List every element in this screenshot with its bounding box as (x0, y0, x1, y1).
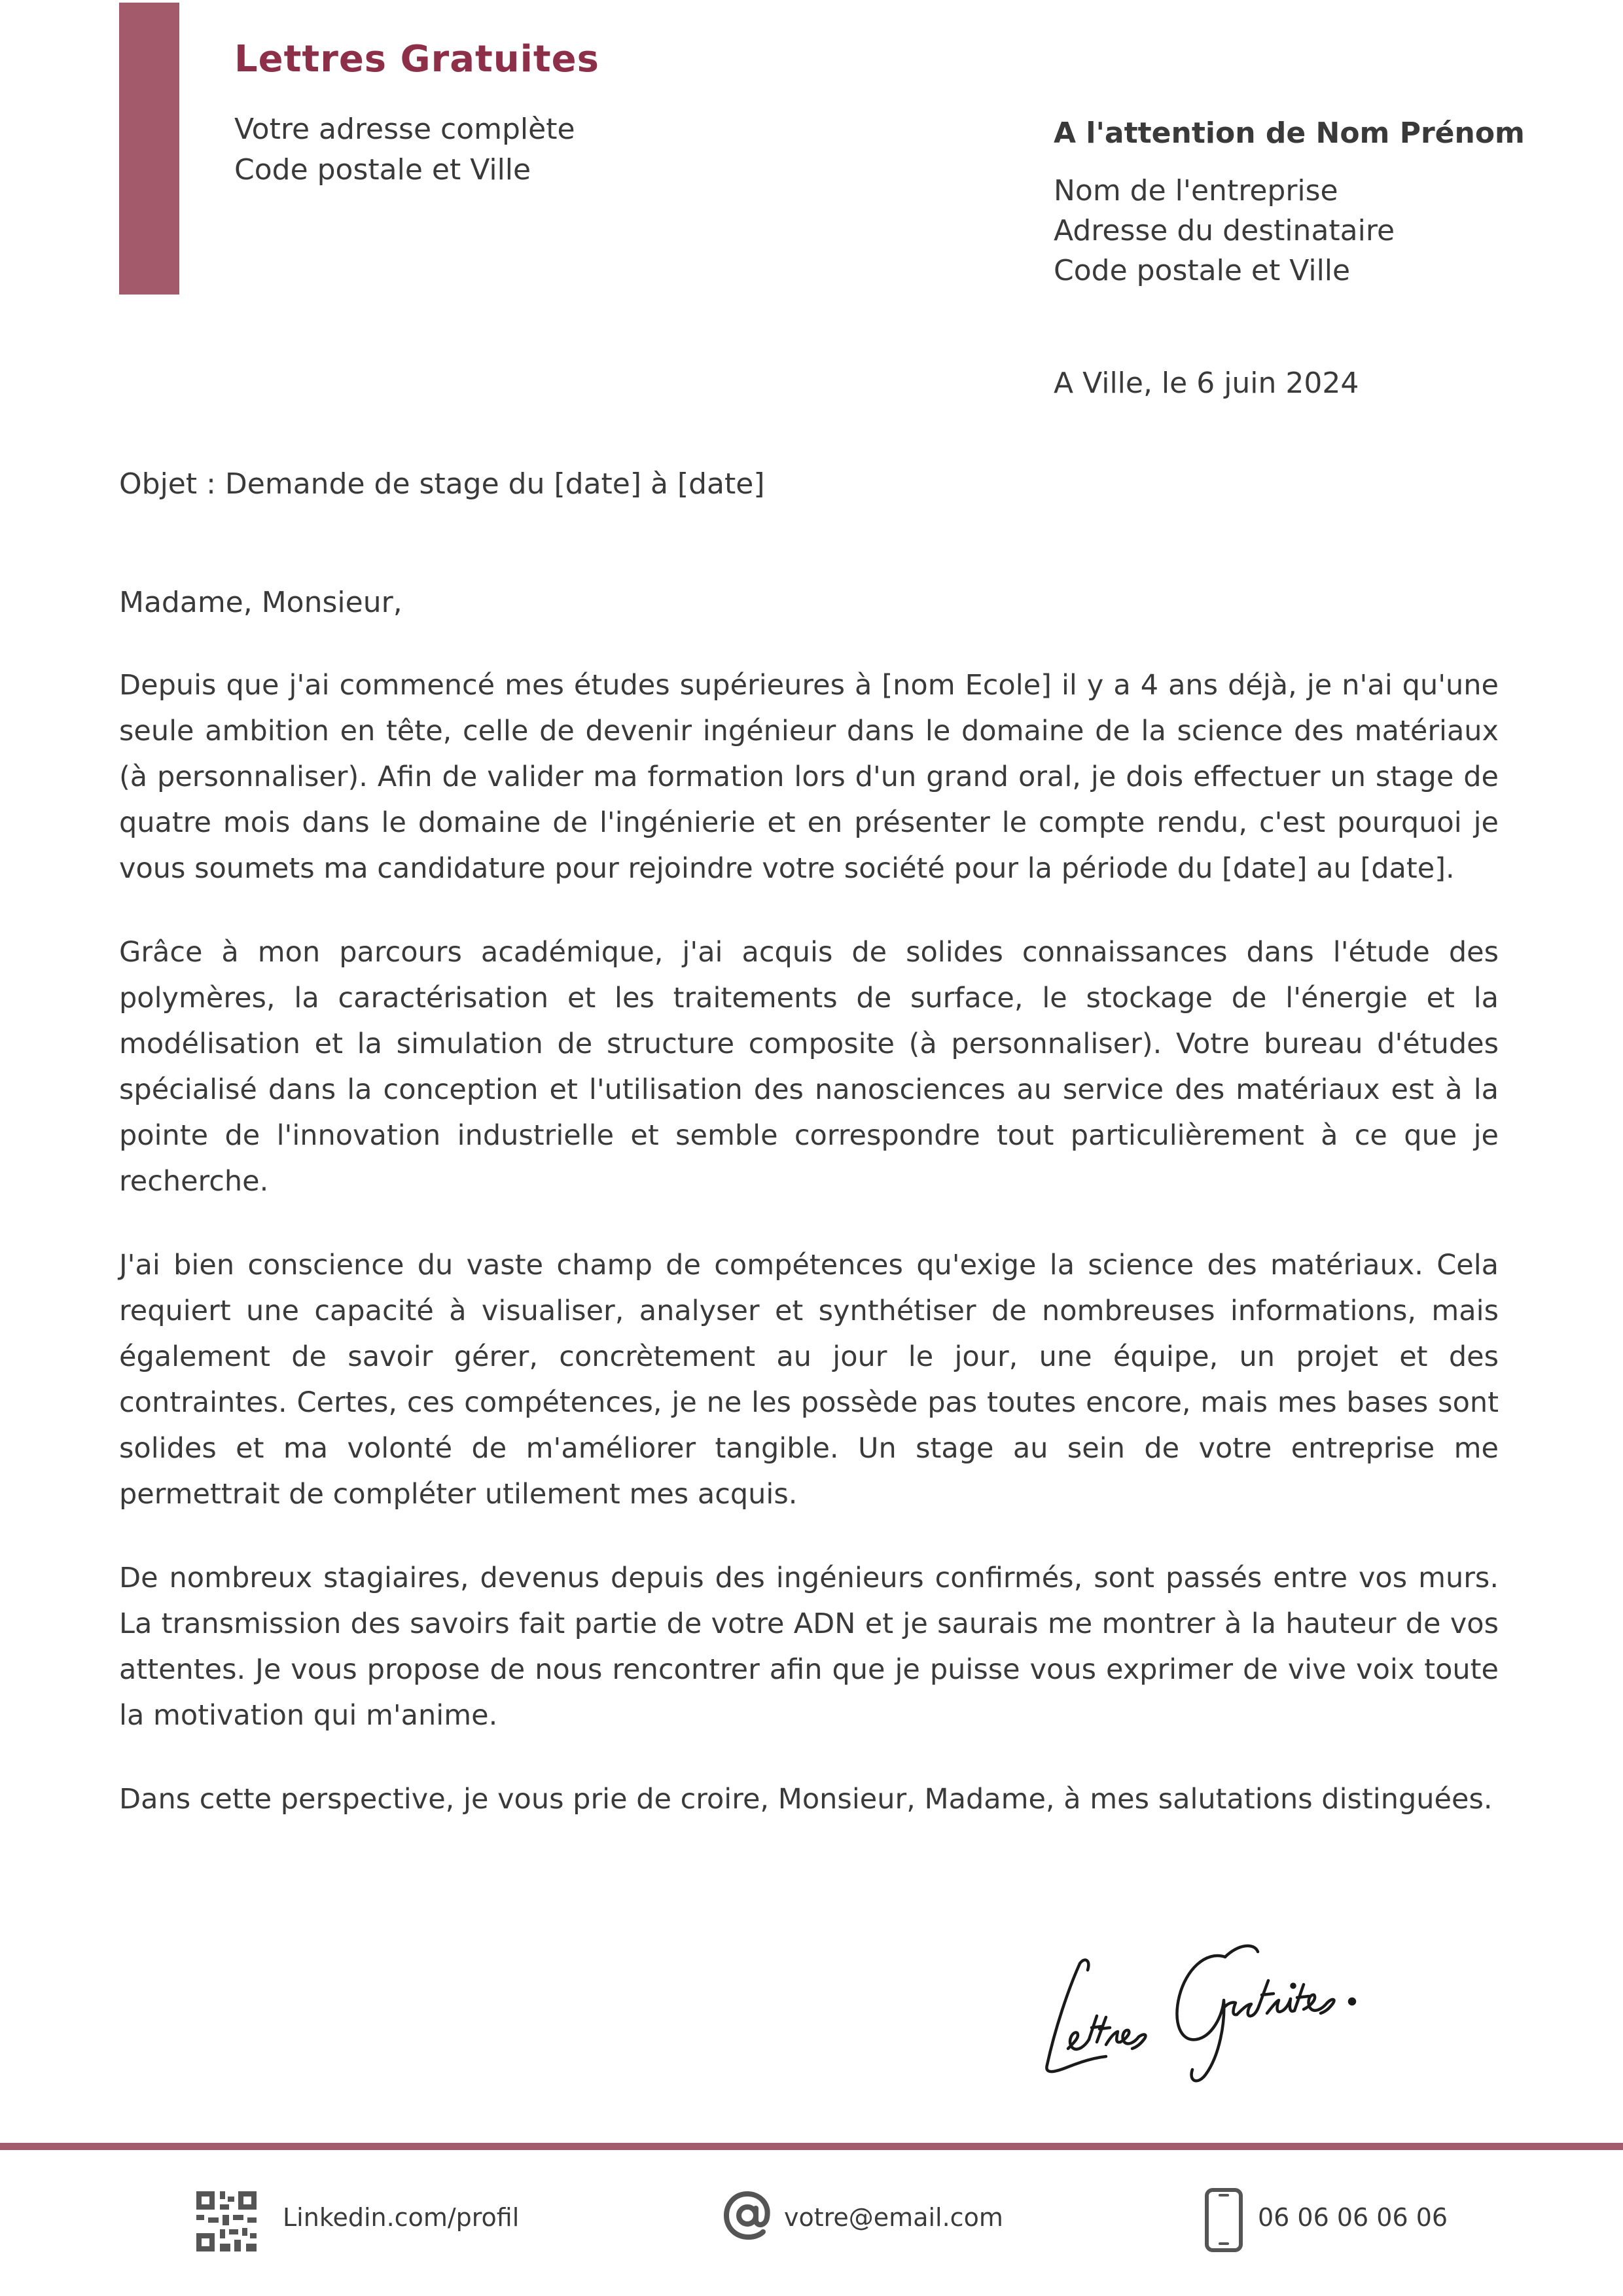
recipient-company: Nom de l'entreprise (1054, 174, 1338, 207)
phone-icon (1204, 2187, 1243, 2253)
body-paragraph-1: Depuis que j'ai commencé mes études supérieures à [nom Ecole] il y a 4 ans déjà, je n'ai qu'une seule ambition en tête, celle de devenir ingénieur dans le domaine de la science des matériaux (à personnaliser). Afin de valider ma formation lors d'un grand oral, je dois effectuer un stage de quatre mois dans le domaine de l'ingénierie et en présenter le compte rendu, c'est pourquoi je vous soumets ma candidature pour rejoindre votre société pour la période du [date] au [date]. (119, 669, 1499, 885)
footer-phone: 06 06 06 06 06 (1258, 2203, 1448, 2232)
body-paragraph-3: J'ai bien conscience du vaste champ de compétences qu'exige la science des matériaux. Cela requiert une capacité à visualiser, analyser et synthétiser de nombreuses informations, mais également de savoir gérer, concrètement au jour le jour, une équipe, un projet et des contraintes. Certes, ces compétences, je ne les possède pas toutes encore, mais mes bases sont solides et ma volonté de m'améliorer tangible. Un stage au sein de votre entreprise me permettrait de compléter utilement mes acquis. (119, 1249, 1499, 1511)
footer-divider (0, 2143, 1623, 2150)
letter-salutation: Madame, Monsieur, (119, 586, 402, 619)
footer-email: votre@email.com (784, 2203, 1003, 2232)
at-sign-icon (722, 2190, 774, 2241)
letter-body (119, 662, 1499, 1860)
sender-name: Lettres Gratuites (234, 38, 599, 81)
footer-linkedin: Linkedin.com/profil (283, 2203, 520, 2232)
closing-paragraph: Dans cette perspective, je vous prie de croire, Monsieur, Madame, à mes salutations distinguées. (119, 1783, 1493, 1816)
body-paragraph-4: De nombreux stagiaires, devenus depuis des ingénieurs confirmés, sont passés entre vos murs. La transmission des savoirs fait partie de votre ADN et je saurais me montrer à la hauteur de vos attentes. Je vous propose de nous rencontrer afin que je puisse vous exprimer de vive voix toute la motivation qui m'anime. (119, 1562, 1499, 1732)
sender-address: Votre adresse complète (234, 113, 575, 146)
header-accent-bar (119, 3, 179, 295)
letter-subject: Objet : Demande de stage du [date] à [date] (119, 467, 765, 501)
qr-code-icon (196, 2191, 257, 2251)
body-paragraph-2: Grâce à mon parcours académique, j'ai acquis de solides connaissances dans l'étude des polymères, la caractérisation et les traitements de surface, le stockage de l'énergie et la modélisation et la simulation de structure composite (à personnaliser). Votre bureau d'études spécialisé dans la conception et l'utilisation des nanosciences au service des matériaux est à la pointe de l'innovation industrielle et semble correspondre tout particulièrement à ce que je recherche. (119, 936, 1499, 1198)
recipient-postal-city: Code postale et Ville (1054, 254, 1351, 287)
sender-postal-city: Code postale et Ville (234, 153, 531, 187)
recipient-address: Adresse du destinataire (1054, 214, 1395, 247)
letter-date: A Ville, le 6 juin 2024 (1054, 367, 1359, 400)
handwritten-signature (1029, 1918, 1421, 2088)
recipient-attention: A l'attention de Nom Prénom (1054, 117, 1525, 150)
